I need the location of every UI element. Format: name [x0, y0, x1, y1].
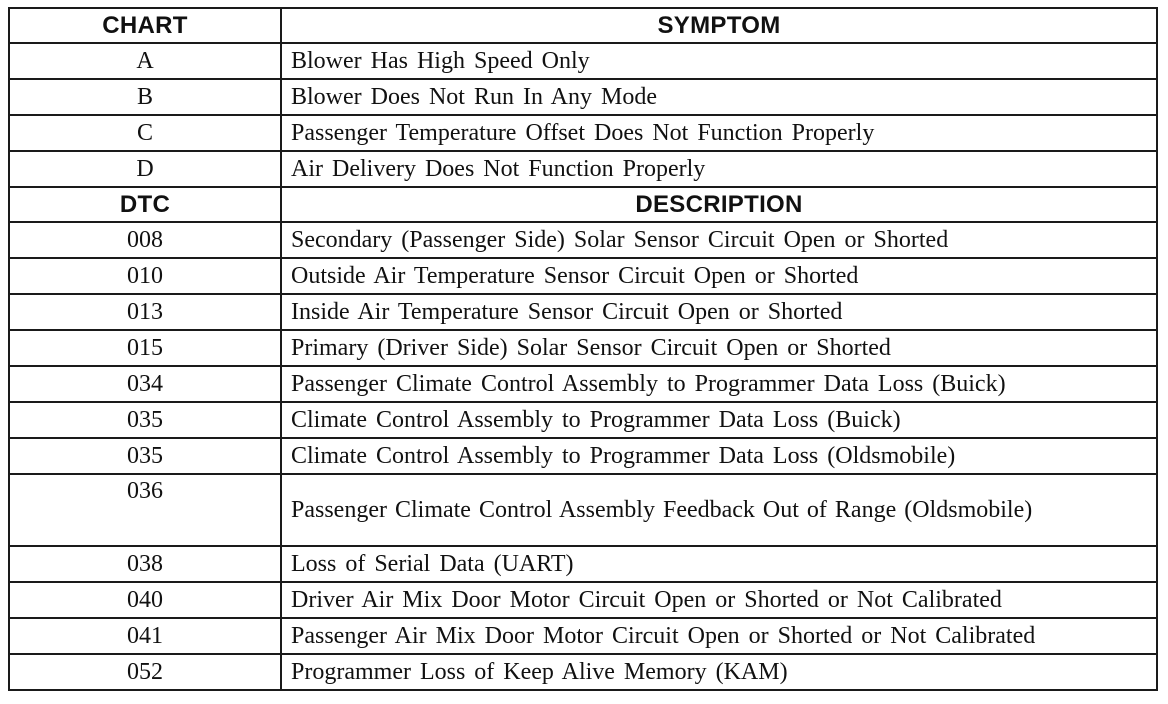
chart-code: B	[9, 79, 281, 115]
dtc-code: 015	[9, 330, 281, 366]
dtc-code: 010	[9, 258, 281, 294]
table-row	[9, 151, 1157, 187]
dtc-code: 036	[9, 474, 281, 546]
dtc-description: Passenger Climate Control Assembly Feedback Out of Range (Oldsmobile)	[281, 474, 1157, 546]
dtc-column-header: DTC	[9, 187, 281, 222]
dtc-description: Passenger Climate Control Assembly to Programmer Data Loss (Buick)	[281, 366, 1157, 402]
table-row	[9, 402, 1157, 438]
chart-code: A	[9, 43, 281, 79]
dtc-code: 035	[9, 438, 281, 474]
dtc-description: Programmer Loss of Keep Alive Memory (KAM)	[281, 654, 1157, 690]
dtc-code: 052	[9, 654, 281, 690]
symptom-column-header: SYMPTOM	[281, 8, 1157, 43]
dtc-description: Inside Air Temperature Sensor Circuit Open or Shorted	[281, 294, 1157, 330]
table-row	[9, 546, 1157, 582]
diagnostic-table	[8, 7, 1158, 691]
symptom-header-row	[9, 8, 1157, 43]
symptom-text: Passenger Temperature Offset Does Not Function Properly	[281, 115, 1157, 151]
table-row	[9, 438, 1157, 474]
table-row	[9, 366, 1157, 402]
dtc-code: 038	[9, 546, 281, 582]
description-column-header: DESCRIPTION	[281, 187, 1157, 222]
table-row	[9, 618, 1157, 654]
symptom-text: Blower Has High Speed Only	[281, 43, 1157, 79]
dtc-code: 013	[9, 294, 281, 330]
table-row	[9, 222, 1157, 258]
chart-code: C	[9, 115, 281, 151]
symptom-text: Air Delivery Does Not Function Properly	[281, 151, 1157, 187]
dtc-code: 040	[9, 582, 281, 618]
dtc-description: Primary (Driver Side) Solar Sensor Circuit Open or Shorted	[281, 330, 1157, 366]
symptom-text: Blower Does Not Run In Any Mode	[281, 79, 1157, 115]
dtc-code: 008	[9, 222, 281, 258]
dtc-description: Climate Control Assembly to Programmer Data Loss (Oldsmobile)	[281, 438, 1157, 474]
table-row	[9, 43, 1157, 79]
dtc-description: Loss of Serial Data (UART)	[281, 546, 1157, 582]
table-row	[9, 474, 1157, 546]
dtc-description: Driver Air Mix Door Motor Circuit Open or Shorted or Not Calibrated	[281, 582, 1157, 618]
chart-code: D	[9, 151, 281, 187]
table-row	[9, 115, 1157, 151]
dtc-description: Outside Air Temperature Sensor Circuit Open or Shorted	[281, 258, 1157, 294]
table-row	[9, 79, 1157, 115]
table-row	[9, 330, 1157, 366]
table-row	[9, 258, 1157, 294]
table-row	[9, 654, 1157, 690]
dtc-code: 041	[9, 618, 281, 654]
table-row	[9, 294, 1157, 330]
table-row	[9, 582, 1157, 618]
chart-column-header: CHART	[9, 8, 281, 43]
dtc-description: Climate Control Assembly to Programmer Data Loss (Buick)	[281, 402, 1157, 438]
dtc-code: 034	[9, 366, 281, 402]
dtc-description: Secondary (Passenger Side) Solar Sensor Circuit Open or Shorted	[281, 222, 1157, 258]
dtc-description: Passenger Air Mix Door Motor Circuit Open or Shorted or Not Calibrated	[281, 618, 1157, 654]
dtc-header-row	[9, 187, 1157, 222]
dtc-code: 035	[9, 402, 281, 438]
